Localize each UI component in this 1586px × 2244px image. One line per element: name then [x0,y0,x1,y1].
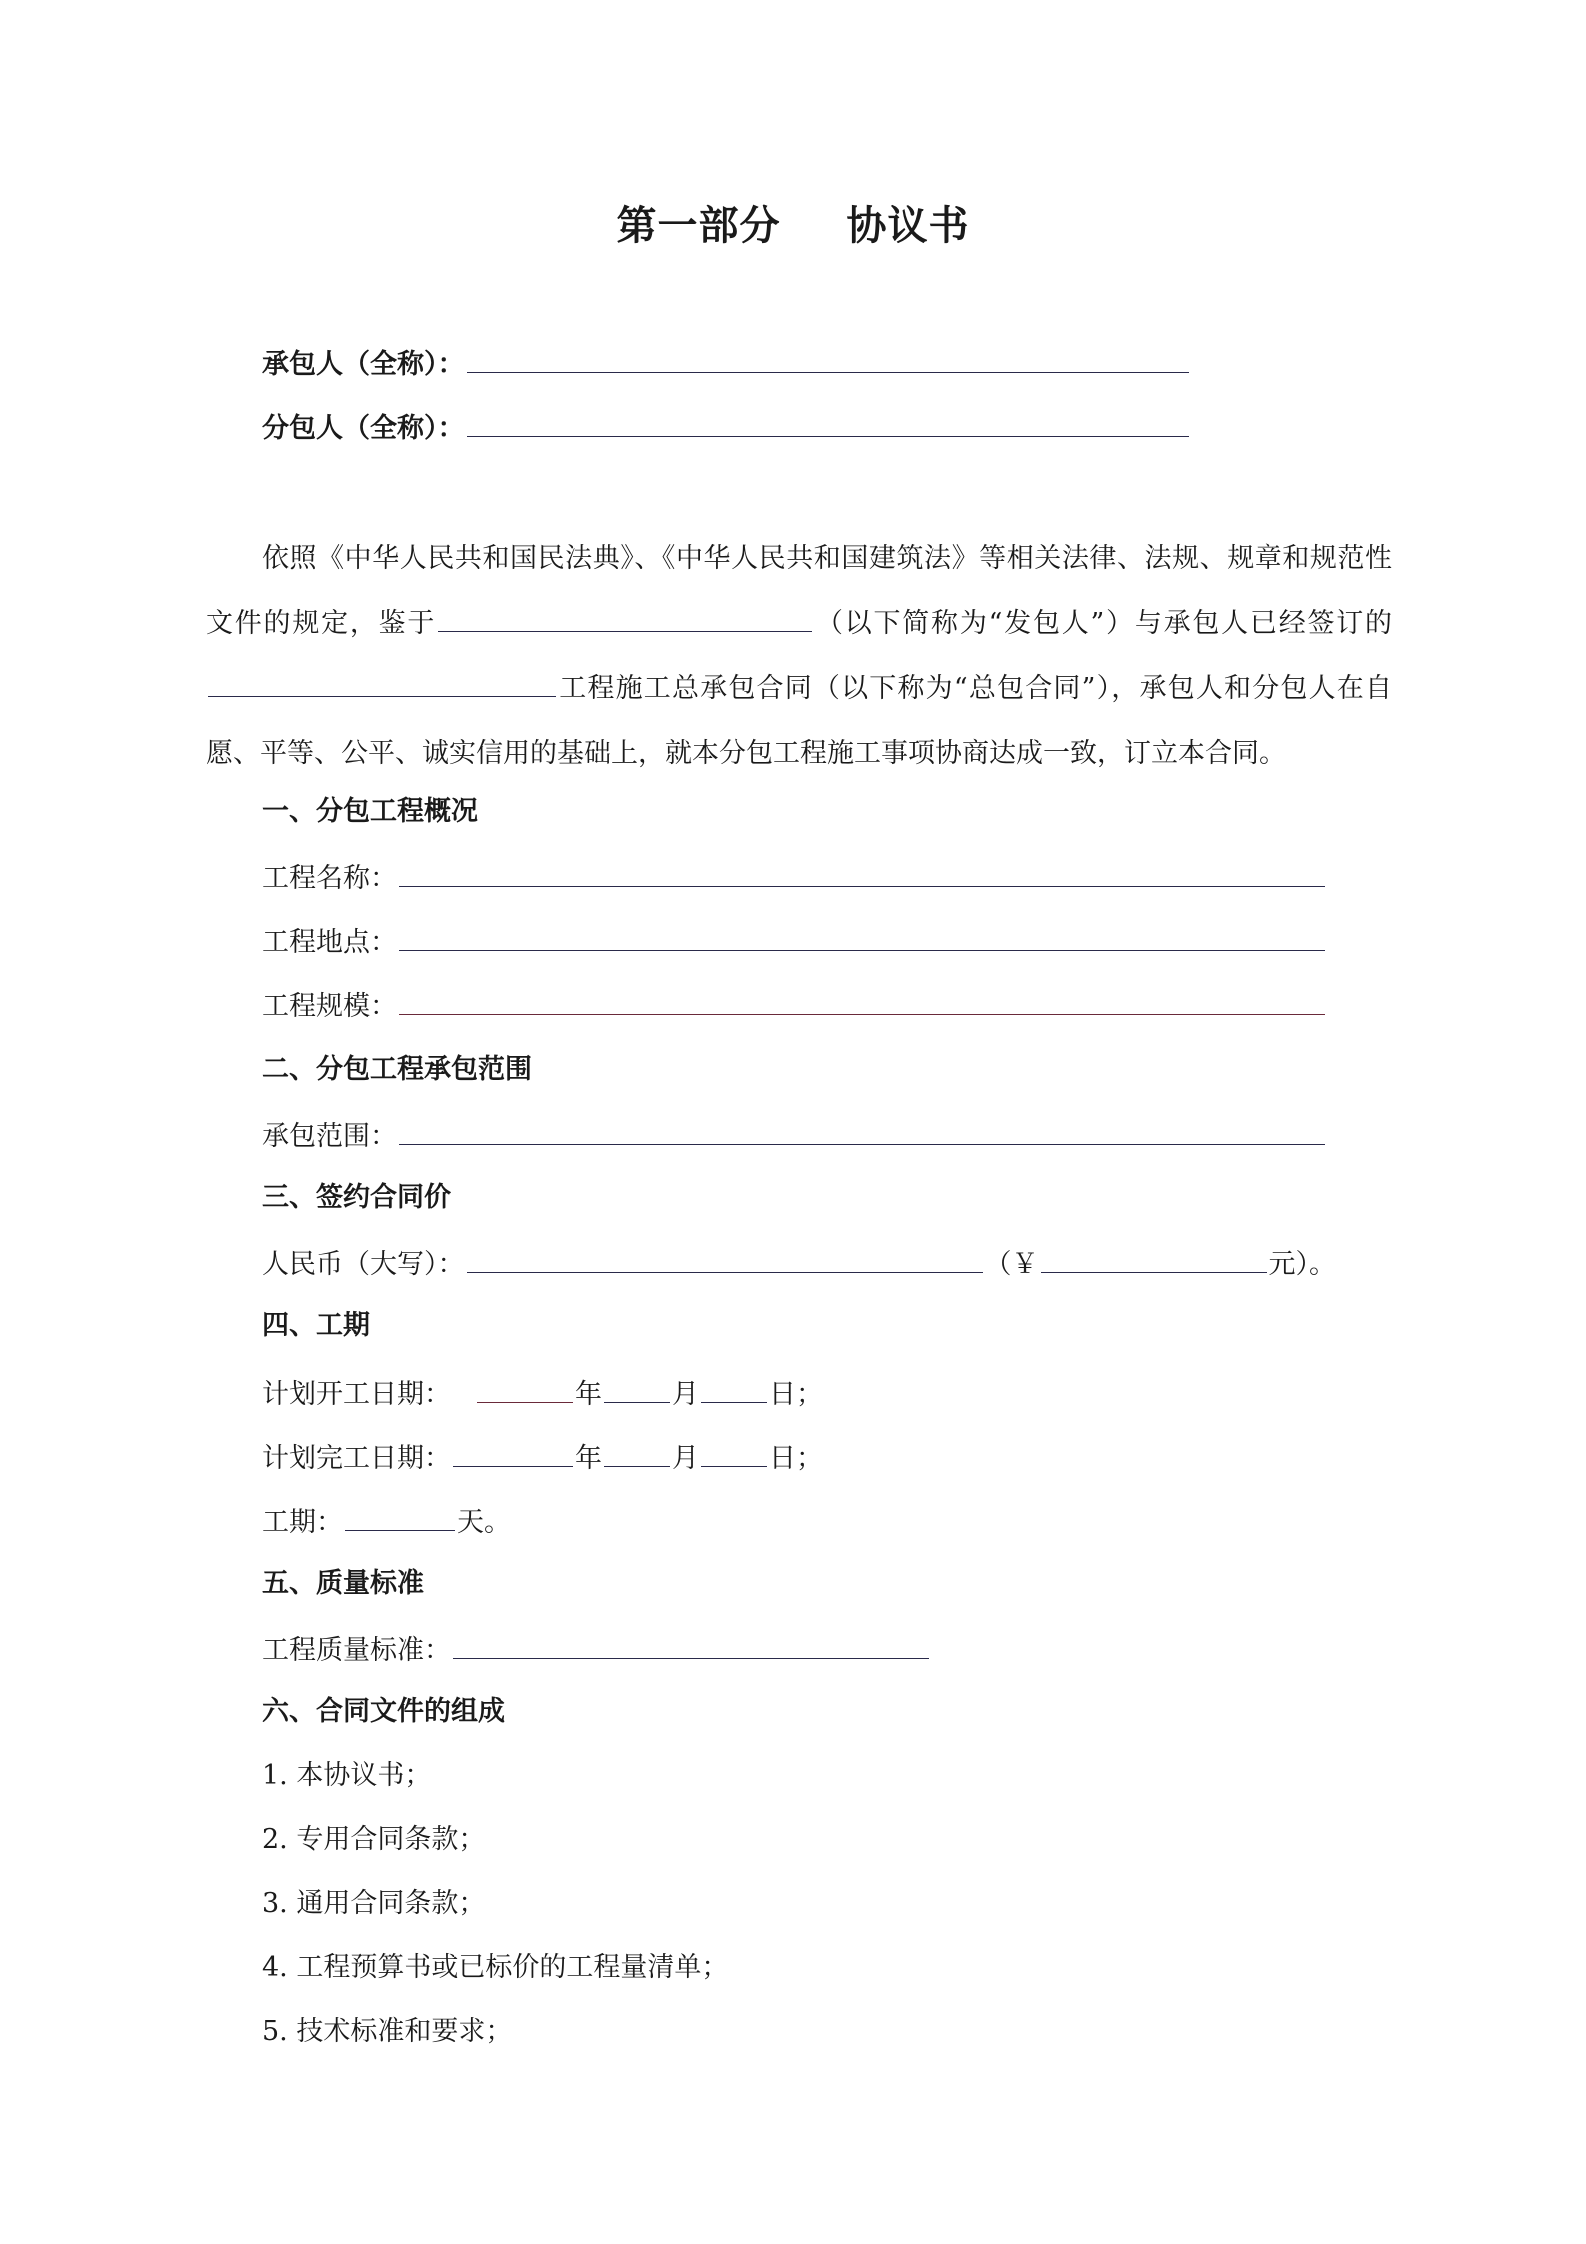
section2-heading: 二、分包工程承包范围 [262,1054,532,1085]
start-date-label: 计划开工日期： [262,1379,451,1410]
section3-heading: 三、签约合同价 [262,1182,451,1213]
section1-heading: 一、分包工程概况 [262,796,478,827]
year-unit: 年 [575,1379,602,1410]
list-item: 3. 通用合同条款； [262,1888,486,1919]
project-name-label: 工程名称： [262,863,397,894]
list-item: 4. 工程预算书或已标价的工程量清单； [262,1952,729,1983]
intro-text-2: （以下简称为“发包人”）与承包人已经签订的 [814,608,1393,639]
contractor-name-field[interactable] [467,342,1189,373]
end-year-field[interactable] [453,1436,573,1467]
main-contract-project-field[interactable] [208,666,556,697]
scope-row [262,1114,1327,1157]
list-item: 5. 技术标准和要求； [262,2016,513,2047]
duration-row [262,1500,511,1543]
yen-amount-field[interactable] [1041,1242,1267,1273]
project-location-row [262,920,1327,963]
rmb-label: 人民币（大写）： [262,1249,465,1280]
end-date-row [262,1436,823,1479]
section4-heading: 四、工期 [262,1310,370,1341]
section5-heading: 五、质量标准 [262,1568,424,1599]
day-unit: 日； [769,1443,823,1474]
start-month-field[interactable] [604,1372,670,1403]
list-item: 1. 本协议书； [262,1760,432,1791]
contractor-row [262,342,1191,385]
project-name-row [262,856,1327,899]
project-name-field[interactable] [399,856,1325,887]
employer-name-field[interactable] [438,601,812,632]
year-unit: 年 [575,1443,602,1474]
end-date-label: 计划完工日期： [262,1443,451,1474]
project-scale-field[interactable] [399,984,1325,1015]
contractor-label: 承包人（全称）： [262,349,465,380]
scope-label: 承包范围： [262,1121,397,1152]
intro-paragraph [206,526,1392,786]
end-month-field[interactable] [604,1436,670,1467]
intro-text-1: 依照《中华人民共和国民法典》、《中华人民共和国建筑法》等相关法律、法规、规章和规范性文件的规定，鉴于 [206,543,1392,639]
intro-text-3: 工程施工总承包合同（以下称为“总包合同”），承包人和分包人在自愿、平等、公平、诚实信用的基础上，就本分包工程施工事项协商达成一致，订立本合同。 [206,673,1392,769]
quality-label: 工程质量标准： [262,1635,451,1666]
yuan-close: 元）。 [1268,1249,1336,1280]
start-day-field[interactable] [701,1372,767,1403]
quality-row [262,1628,931,1671]
title-part: 第一部分 [616,202,781,249]
month-unit: 月 [672,1379,699,1410]
project-location-label: 工程地点： [262,927,397,958]
project-scale-row [262,984,1327,1027]
section6-heading: 六、合同文件的组成 [262,1696,505,1727]
scope-field[interactable] [399,1114,1325,1145]
subcontractor-label: 分包人（全称）： [262,413,465,444]
start-date-row [262,1372,823,1415]
end-day-field[interactable] [701,1436,767,1467]
subcontractor-name-field[interactable] [467,406,1189,437]
subcontractor-row [262,406,1191,449]
start-year-field[interactable] [477,1372,573,1403]
rmb-words-field[interactable] [467,1242,983,1273]
month-unit: 月 [672,1443,699,1474]
title-name: 协议书 [846,202,970,249]
contract-price-row [262,1242,1336,1285]
quality-field[interactable] [453,1628,929,1659]
project-scale-label: 工程规模： [262,991,397,1022]
page-title [0,196,1586,256]
list-item: 2. 专用合同条款； [262,1824,486,1855]
duration-field[interactable] [345,1500,455,1531]
duration-label: 工期： [262,1507,343,1538]
yen-open: （￥ [984,1249,1039,1280]
project-location-field[interactable] [399,920,1325,951]
days-unit: 天。 [457,1507,511,1538]
day-unit: 日； [769,1379,823,1410]
